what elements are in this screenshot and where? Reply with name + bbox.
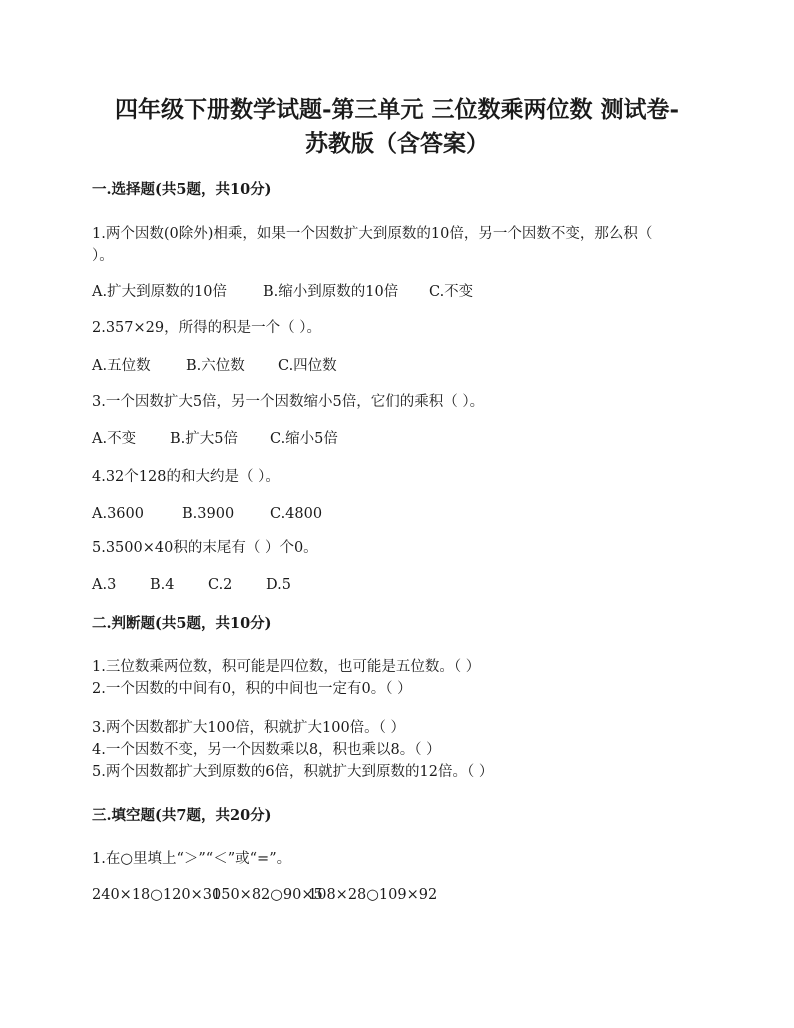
option-c: C.缩小5倍	[270, 431, 338, 447]
option-b: B.六位数	[186, 358, 245, 374]
option-b: B.扩大5倍	[170, 431, 238, 447]
section2-heading: 二.判断题(共5题，共10分)	[92, 615, 272, 632]
option-c: C.四位数	[278, 358, 337, 374]
s2-item4: 4.一个因数不变，另一个因数乘以8，积也乘以8。（ ）	[92, 742, 441, 758]
option-b: B.缩小到原数的10倍	[263, 284, 399, 300]
s2-item5: 5.两个因数都扩大到原数的6倍，积就扩大到原数的12倍。（ ）	[92, 764, 494, 780]
section3-heading: 三.填空题(共7题，共20分)	[92, 807, 272, 824]
option-b: B.3900	[182, 506, 235, 522]
s1-question3-options	[92, 429, 338, 449]
expression-3: 108×28○109×92	[308, 887, 438, 903]
option-a: A.五位数	[92, 358, 151, 374]
option-b: B.4	[150, 577, 175, 593]
option-a: A.扩大到原数的10倍	[92, 284, 228, 300]
expression-2: 150×82○90×5	[212, 887, 323, 903]
section1-heading: 一.选择题(共5题，共10分)	[92, 181, 272, 198]
option-c: C.4800	[270, 506, 323, 522]
option-a: A.不变	[92, 431, 137, 447]
s1-question1-options	[92, 282, 473, 302]
s1-question5-options	[92, 575, 324, 595]
s2-item2: 2.一个因数的中间有0，积的中间也一定有0。（ ）	[92, 681, 412, 697]
option-a: A.3600	[92, 506, 144, 522]
s1-question4: 4.32个128的和大约是（ ）。	[92, 469, 280, 485]
s1-question5: 5.3500×40积的末尾有（ ）个0。	[92, 540, 318, 556]
option-a: A.3	[92, 577, 117, 593]
s1-question1-line2: ）。	[92, 248, 114, 264]
s2-item1: 1.三位数乘两位数，积可能是四位数，也可能是五位数。（ ）	[92, 659, 481, 675]
option-c: C.不变	[429, 284, 474, 300]
s1-question2: 2.357×29，所得的积是一个（ ）。	[92, 320, 321, 336]
s1-question3: 3.一个因数扩大5倍，另一个因数缩小5倍，它们的乘积（ ）。	[92, 394, 485, 410]
s3-expressions	[92, 885, 437, 905]
option-c: C.2	[208, 577, 233, 593]
s1-question2-options	[92, 356, 337, 376]
page-title-line2: 苏教版（含答案）	[305, 130, 489, 157]
option-d: D.5	[266, 577, 291, 593]
s1-question4-options	[92, 504, 322, 524]
page-title-line1: 四年级下册数学试题-第三单元 三位数乘两位数 测试卷-	[114, 96, 680, 123]
s2-item3: 3.两个因数都扩大100倍，积就扩大100倍。（ ）	[92, 720, 406, 736]
s1-question1-line1: 1.两个因数(0除外)相乘，如果一个因数扩大到原数的10倍，另一个因数不变，那么积（	[92, 226, 653, 242]
expression-1: 240×18○120×30	[92, 887, 222, 903]
s3-question1: 1.在○里填上“＞”“＜”或“=”。	[92, 851, 292, 867]
